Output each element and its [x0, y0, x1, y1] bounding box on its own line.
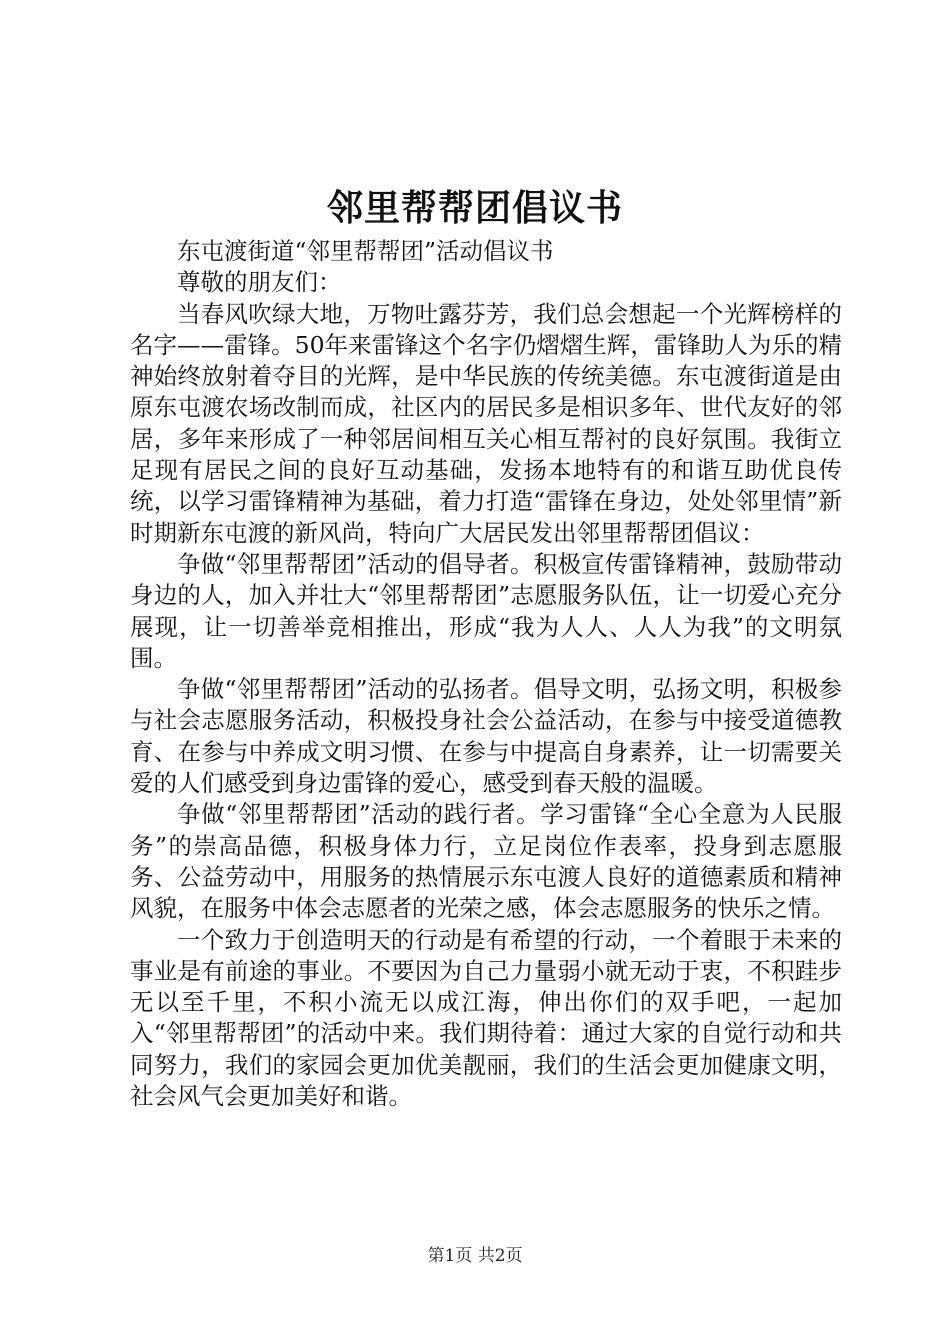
promoter-paragraph: 争做“邻里帮帮团”活动的弘扬者。倡导文明，弘扬文明，积极参与社会志愿服务活动，积极投身社会公益活动，在参与中接受道德教育、在参与中养成文明习惯、在参与中提高自身素养，让一切需要关爱的人们感受到身边雷锋的爱心，感受到春天般的温暖。 — [130, 675, 842, 798]
document-title: 邻里帮帮团倡议书 — [326, 187, 623, 229]
advocate-paragraph: 争做“邻里帮帮团”活动的倡导者。积极宣传雷锋精神，鼓励带动身边的人，加入并壮大“邻里帮帮团”志愿服务队伍，让一切爱心充分展现，让一切善举竞相推出，形成“我为人人、人人为我”的文明氛围。 — [130, 549, 842, 672]
salutation-paragraph: 尊敬的朋友们： — [177, 268, 342, 297]
document-body — [130, 236, 842, 1112]
practitioner-paragraph: 争做“邻里帮帮团”活动的践行者。学习雷锋“全心全意为人民服务”的崇高品德，积极身体力行，立足岗位作表率，投身到志愿服务、公益劳动中，用服务的热情展示东屯渡人良好的道德素质和精神风貌，在服务中体会志愿者的光荣之感，体会志愿服务的快乐之情。 — [130, 800, 842, 923]
intro-paragraph: 当春风吹绿大地，万物吐露芬芳，我们总会想起一个光辉榜样的名字——雷锋。50年来雷锋这个名字仍熠熠生辉，雷锋助人为乐的精神始终放射着夺目的光辉，是中华民族的传统美德。东屯渡街道是由原东屯渡农场改制而成，社区内的居民多是相识多年、世代友好的邻居，多年来形成了一种邻居间相互关心相互帮衬的良好氛围。我街立足现有居民之间的良好互动基础，发扬本地特有的和谐互助优良传统，以学习雷锋精神为基础，着力打造“雷锋在身边，处处邻里情”新时期新东屯渡的新风尚，特向广大居民发出邻里帮帮团倡议： — [130, 299, 842, 547]
closing-paragraph: 一个致力于创造明天的行动是有希望的行动，一个着眼于未来的事业是有前途的事业。不要因为自己力量弱小就无动于衷，不积跬步无以至千里，不积小流无以成江海，伸出你们的双手吧，一起加入“邻里帮帮团”的活动中来。我们期待着：通过大家的自觉行动和共同努力，我们的家园会更加优美靓丽，我们的生活会更加健康文明，社会风气会更加美好和谐。 — [130, 925, 842, 1111]
page-number-footer: 第1页 共2页 — [427, 1246, 523, 1266]
subtitle-paragraph: 东屯渡街道“邻里帮帮团”活动倡议书 — [177, 237, 554, 265]
